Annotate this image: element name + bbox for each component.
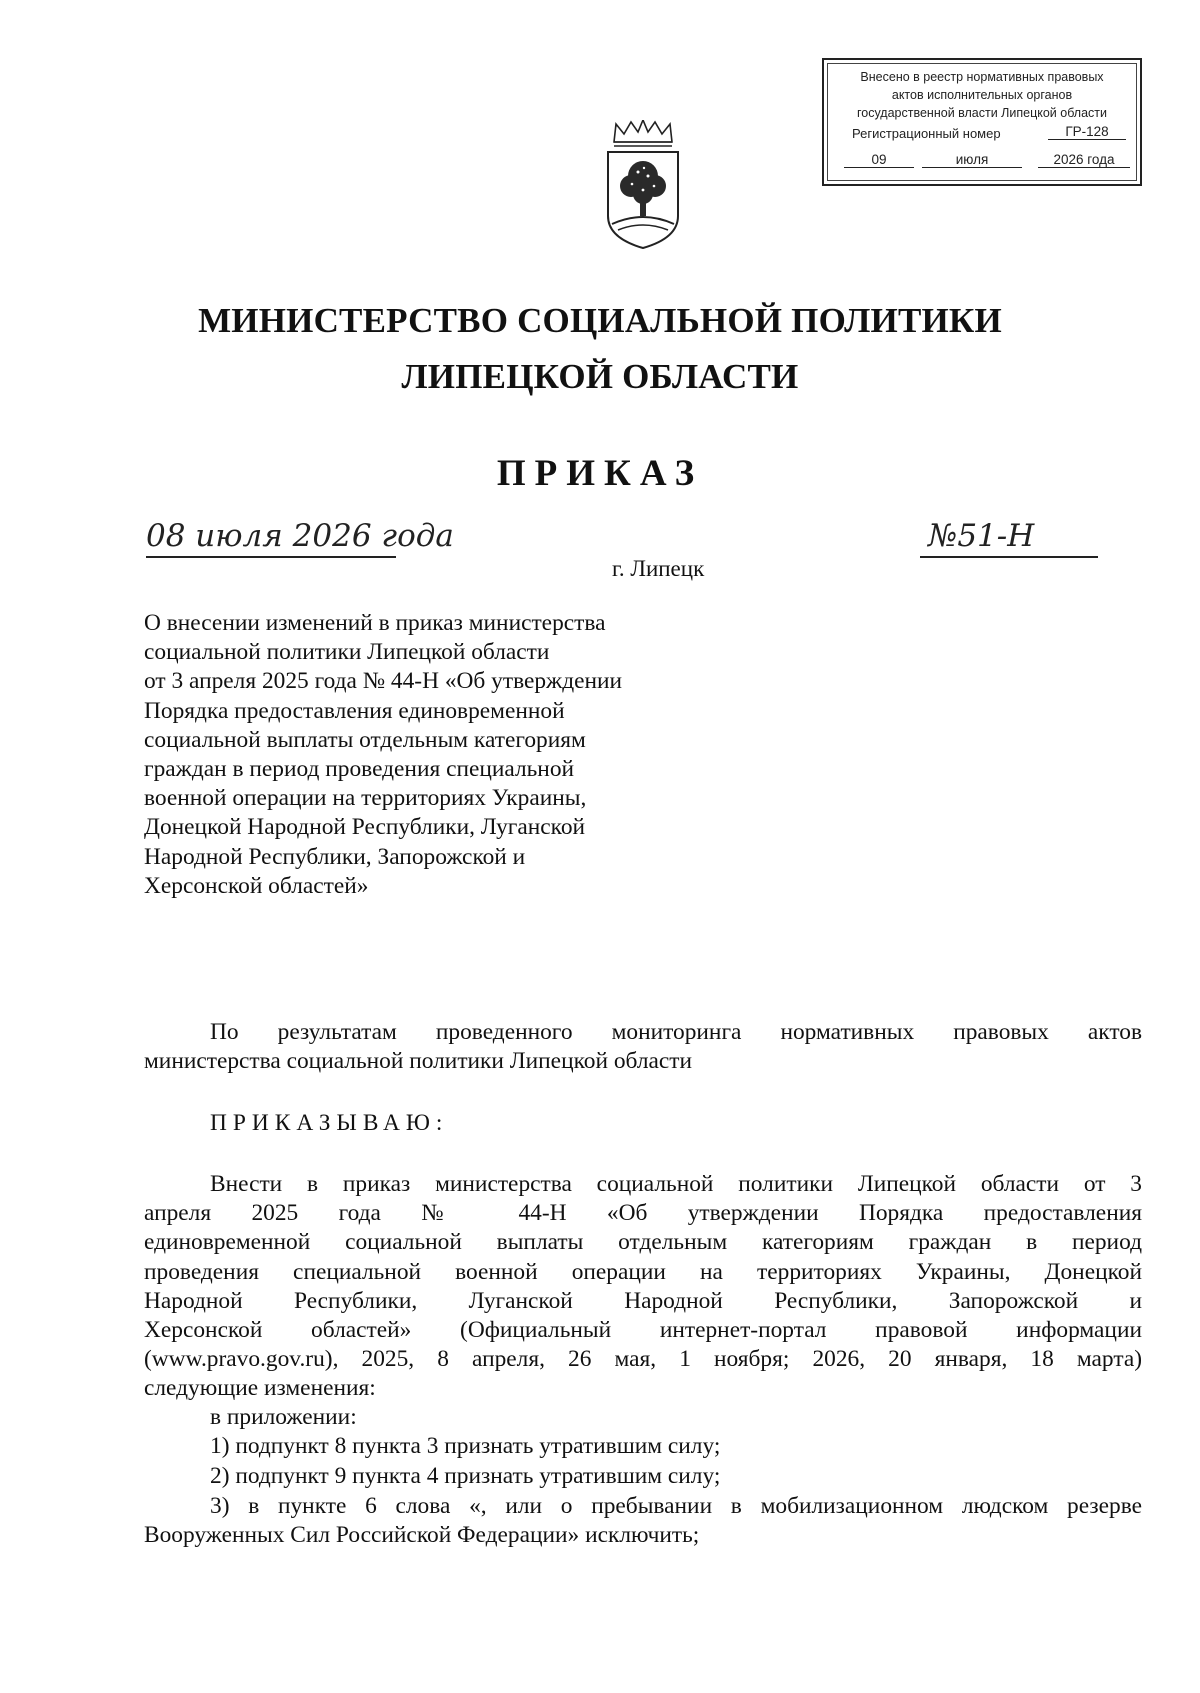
- subject-line: О внесении изменений в приказ министерства: [144, 610, 606, 636]
- main-paragraph: [144, 1170, 1142, 1404]
- subject-line: военной операции на территориях Украины,: [144, 785, 587, 812]
- stamp-month: июля: [922, 152, 1022, 168]
- list-item: 2) подпункт 9 пункта 4 признать утратившим силу;: [210, 1463, 721, 1489]
- date-underline: [146, 556, 396, 558]
- main-line: апреля 2025 года № 44-Н «Об утверждении Порядка предоставления: [144, 1200, 1142, 1227]
- city-label: г. Липецк: [612, 556, 705, 581]
- subject-line: от 3 апреля 2025 года № 44-Н «Об утверждении: [144, 668, 623, 695]
- stamp-day: 09: [844, 152, 914, 168]
- subject-line: социальной политики Липецкой области: [144, 639, 550, 666]
- stamp-line-3: государственной власти Липецкой области: [856, 106, 1108, 120]
- preamble-paragraph: [144, 1018, 1142, 1076]
- stamp-line-1: Внесено в реестр нормативных правовых: [860, 70, 1104, 84]
- subject-line: граждан в период проведения специальной: [144, 756, 575, 783]
- stamp-line-2: актов исполнительных органов: [891, 88, 1073, 102]
- ministry-name-line-2: ЛИПЕЦКОЙ ОБЛАСТИ: [401, 357, 799, 396]
- main-line: следующие изменения:: [144, 1375, 376, 1402]
- subject-line: социальной выплаты отдельным категориям: [144, 726, 586, 753]
- subject-line: Херсонской областей»: [144, 872, 369, 899]
- stamp-reg-label: Регистрационный номер: [852, 126, 1001, 141]
- list-intro: в приложении:: [210, 1404, 357, 1430]
- main-line: Херсонской областей» (Официальный интернет-портал правовой информации: [144, 1317, 1142, 1344]
- preamble-line: По результатам проведенного мониторинга нормативных правовых актов: [210, 1019, 1142, 1045]
- main-line: (www.pravo.gov.ru), 2025, 8 апреля, 26 мая, 1 ноября; 2026, 20 января, 18 марта): [144, 1346, 1142, 1373]
- document-type-title: ПРИКАЗ: [496, 453, 704, 494]
- main-line: Внести в приказ министерства социальной политики Липецкой области от 3: [210, 1171, 1142, 1197]
- list-item-line: Вооруженных Сил Российской Федерации» исключить;: [144, 1522, 700, 1549]
- main-line: проведения специальной военной операции на территориях Украины, Донецкой: [144, 1258, 1142, 1285]
- registry-stamp: [822, 58, 1142, 186]
- subject-line: Народной Республики, Запорожской и: [144, 843, 526, 870]
- stamp-reg-number: ГР-128: [1048, 124, 1126, 140]
- list-item-line: 3) в пункте 6 слова «, или о пребывании в мобилизационном людском резерве: [210, 1493, 1142, 1519]
- list-item-3: [144, 1492, 1142, 1550]
- handwritten-number: №51-Н: [928, 518, 1035, 554]
- main-line: единовременной социальной выплаты отдельным категориям граждан в период: [144, 1229, 1142, 1256]
- stamp-year: 2026 года: [1038, 152, 1130, 168]
- list-item: 1) подпункт 8 пункта 3 признать утратившим силу;: [210, 1433, 721, 1459]
- coat-of-arms-emblem: [604, 120, 682, 250]
- order-subject: [144, 609, 744, 901]
- main-line: Народной Республики, Луганской Народной Республики, Запорожской и: [144, 1287, 1142, 1314]
- handwritten-date: 08 июля 2026 года: [146, 518, 454, 554]
- orders-word: ПРИКАЗЫВАЮ:: [210, 1110, 449, 1136]
- subject-line: Донецкой Народной Республики, Луганской: [144, 814, 586, 841]
- ministry-name-line-1: МИНИСТЕРСТВО СОЦИАЛЬНОЙ ПОЛИТИКИ: [198, 301, 1002, 340]
- subject-line: Порядка предоставления единовременной: [144, 697, 565, 724]
- number-underline: [920, 556, 1098, 558]
- preamble-line: министерства социальной политики Липецкой области: [144, 1048, 693, 1075]
